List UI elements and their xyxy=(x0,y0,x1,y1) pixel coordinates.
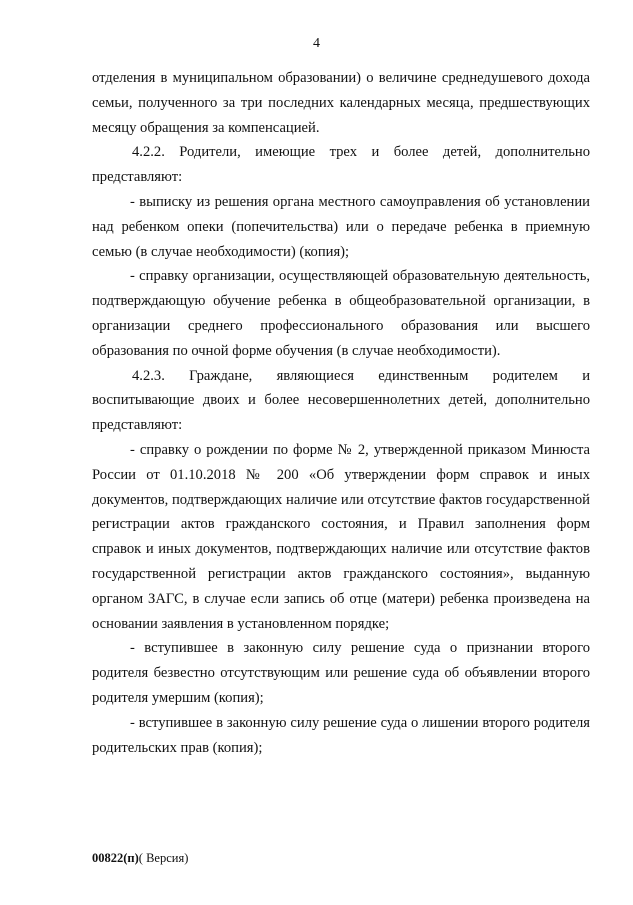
paragraph-birth-certificate: - справку о рождении по форме № 2, утвержденной приказом Минюста России от 01.10.2018 № 200 «Об утверждении форм справок и иных документов, подтверждающих наличие или отсутствие фактов государственной регистрации актов гражданского состояния, и Правил заполнения форм справок и иных документов, подтверждающих наличие или отсутствие фактов государственной регистрации актов гражданского состояния», выданную органом ЗАГС, в случае если запись об отце (матери) ребенка произведена на основании заявления в установленном порядке; xyxy=(92,441,590,632)
paragraph-4-2-2: 4.2.2. Родители, имеющие трех и более детей, дополнительно представляют: xyxy=(92,144,590,186)
document-code: 00822(п) xyxy=(92,851,139,865)
paragraph-court-missing-deceased: - вступившее в законную силу решение суда о признании второго родителя безвестно отсутствующим или решение суда об объявлении второго родителя умершим (копия); xyxy=(92,640,590,706)
paragraph-guardianship-extract: - выписку из решения органа местного самоуправления об установлении над ребенком опеки (попечительства) или о передаче ребенка в приемную семью (в случае необходимости) (копия); xyxy=(92,193,590,260)
version-note: ( Версия) xyxy=(138,851,189,865)
paragraph-4-2-3: 4.2.3. Граждане, являющиеся единственным родителем и воспитывающие двоих и более несовершеннолетних детей, дополнительно представляют: xyxy=(92,367,590,434)
paragraph-income-continuation: отделения в муниципальном образовании) о величине среднедушевого дохода семьи, полученного за три последних календарных месяца, предшествующих месяцу обращения за компенсацией. xyxy=(92,70,590,136)
page-number: 4 xyxy=(313,36,320,51)
paragraph-court-parental-rights: - вступившее в законную силу решение суда о лишении второго родителя родительских прав (копия); xyxy=(92,714,590,756)
document-body xyxy=(92,66,590,760)
paragraph-education-certificate: - справку организации, осуществляющей образовательную деятельность, подтверждающую обучение ребенка в общеобразовательной организации, в организации среднего профессионального образования или высшего образования по очной форме обучения (в случае необходимости). xyxy=(92,268,590,359)
page-footer xyxy=(92,851,188,866)
